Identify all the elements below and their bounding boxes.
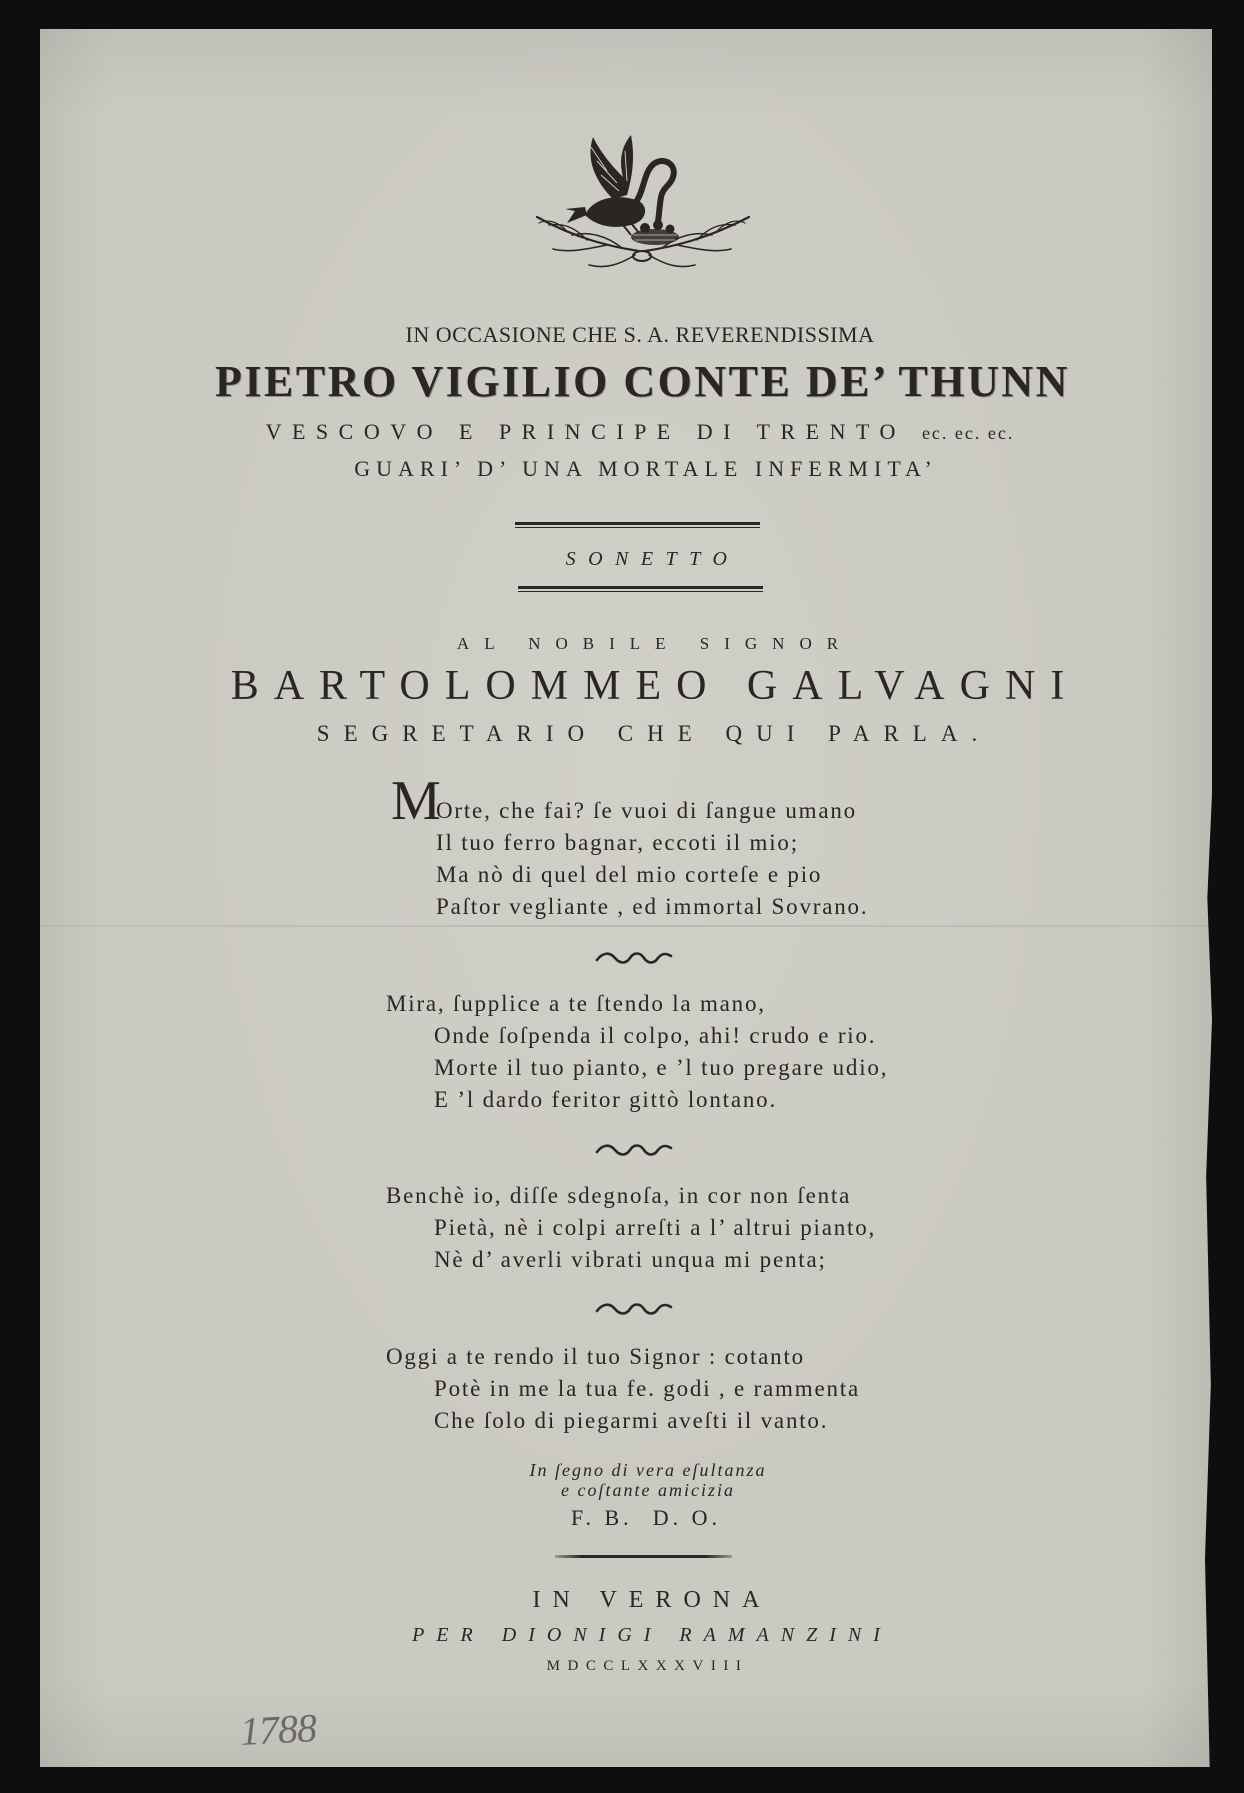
verse-line: Ma nò di quel del mio corteſe e pio (436, 862, 823, 887)
initials-first: F. B. (571, 1505, 633, 1530)
imprint-printer: PER DIONIGI RAMANZINI (412, 1624, 892, 1646)
verse-line: Potè in me la tua fe. godi , e rammenta (434, 1376, 860, 1401)
verse-line: Il tuo ferro bagnar, eccoti il mio; (436, 830, 799, 855)
bishop-title (140, 419, 1140, 445)
swash-ornament-icon (594, 949, 674, 967)
fold-crease (40, 925, 1212, 927)
bishop-title-text: VESCOVO E PRINCIPE DI TRENTO (265, 419, 906, 444)
double-rule (515, 522, 760, 528)
double-rule (518, 586, 763, 592)
verse-line: Che ſolo di piegarmi aveſti il vanto. (434, 1408, 829, 1433)
signature-initials (146, 1505, 1146, 1531)
signature-line: e coſtante amicizia (561, 1480, 735, 1500)
occasion-line: IN OCCASIONE CHE S. A. REVERENDISSIMA (405, 322, 875, 347)
event-line: GUARI’ D’ UNA MORTALE INFERMITA’ (354, 456, 938, 481)
swash-ornament-icon (594, 1300, 674, 1318)
verse-line: Onde ſoſpenda il colpo, ahi! crudo e rio. (434, 1023, 877, 1048)
dedication-salutation: AL NOBILE SIGNOR (456, 634, 854, 653)
verse-line: Orte, che fai? ſe vuoi di ſangue umano (436, 798, 857, 823)
dedicatee-name: BARTOLOMMEO GALVAGNI (230, 663, 1080, 709)
imprint-city: IN VERONA (532, 1587, 772, 1613)
verse-line: Paſtor vegliante , ed immortal Sovrano. (436, 894, 869, 919)
pelican-in-piety-icon (527, 131, 757, 281)
verse-line: Nè d’ averli vibrati unqua mi penta; (434, 1247, 827, 1272)
single-rule (555, 1555, 732, 1558)
dedicatee-role: SEGRETARIO CHE QUI PARLA. (316, 721, 992, 746)
verse-line: Morte il tuo pianto, e ’l tuo pregare udio, (434, 1055, 889, 1080)
verse-line: Mira, ſupplice a te ſtendo la mano, (386, 991, 766, 1016)
imprint-year: MDCCLXXXVIII (546, 1658, 749, 1674)
drop-cap: M (391, 770, 441, 832)
title-suffix: ec. ec. ec. (921, 423, 1015, 443)
handwritten-annotation: 1788 (238, 1705, 318, 1754)
verse-line: Benchè io, diſſe sdegnoſa, in cor non ſenta (386, 1183, 852, 1208)
verse-line: Oggi a te rendo il tuo Signor : cotanto (386, 1344, 805, 1369)
signature-line: In ſegno di vera eſultanza (529, 1460, 767, 1480)
swash-ornament-icon (594, 1141, 674, 1159)
bishop-name: PIETRO VIGILIO CONTE DE’ THUNN (215, 357, 1070, 406)
genre-heading: SONETTO (565, 548, 740, 570)
verse-line: Pietà, nè i colpi arreſti a l’ altrui pianto, (434, 1215, 877, 1240)
verse-line: E ’l dardo feritor gittò lontano. (434, 1087, 777, 1112)
initials-second: D. O. (652, 1505, 721, 1530)
